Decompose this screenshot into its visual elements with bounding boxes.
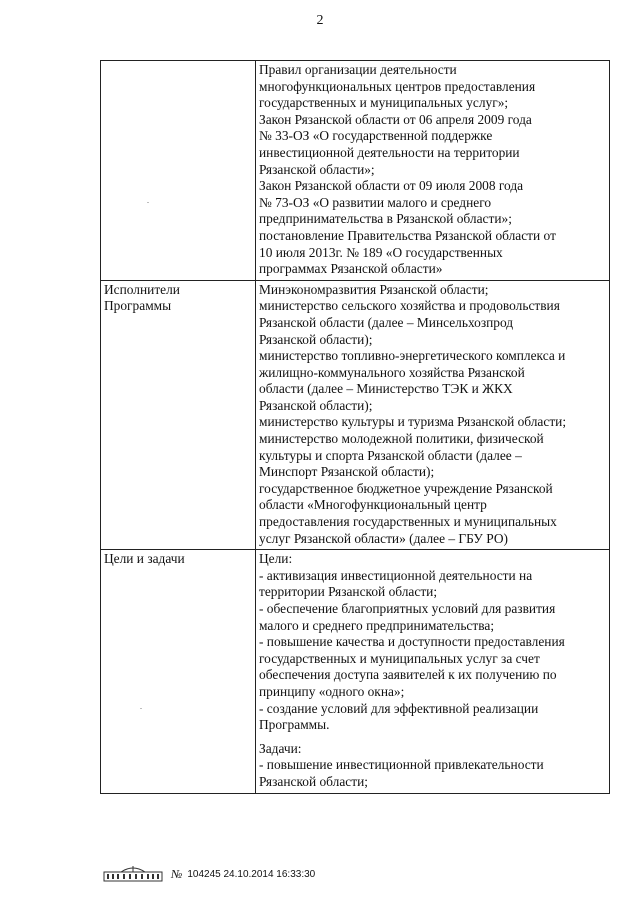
- row-value-line: области (далее – Министерство ТЭК и ЖКХ: [259, 381, 513, 397]
- row-label-line: Цели и задачи: [104, 551, 185, 567]
- row-value-cell: [256, 280, 610, 550]
- table-row: [101, 550, 610, 793]
- scan-speck: .: [140, 702, 142, 711]
- row-value-line: малого и среднего предпринимательства;: [259, 617, 495, 633]
- row-value-line: - повышение качества и доступности предоставления: [259, 634, 565, 650]
- row-label-line: Программы: [104, 298, 172, 314]
- row-value-line: Закон Рязанской области от 09 июля 2008 года: [259, 178, 524, 194]
- row-value-line: жилищно-коммунального хозяйства Рязанской: [259, 364, 525, 380]
- row-value-line: Цели:: [259, 551, 293, 567]
- row-value-line: обеспечения доступа заявителей к их получению по: [259, 667, 557, 683]
- page-number: 2: [316, 13, 324, 28]
- row-value-line: министерство сельского хозяйства и продовольствия: [259, 298, 560, 314]
- row-label-cell: [101, 550, 256, 793]
- row-value-line: многофункциональных центров предоставления: [259, 78, 536, 94]
- row-value-line: услуг Рязанской области» (далее – ГБУ РО): [259, 530, 508, 546]
- document-footer: [103, 864, 315, 884]
- row-value-line: культуры и спорта Рязанской области (далее –: [259, 447, 522, 463]
- row-value-cell: [256, 550, 610, 793]
- row-label-cell: [101, 280, 256, 550]
- row-value-line: - создание условий для эффективной реализации: [259, 700, 539, 716]
- row-value-line: Рязанской области);: [259, 331, 373, 347]
- row-value-line: государственных и муниципальных услуг»;: [259, 95, 509, 111]
- footer-number-sign: №: [171, 866, 183, 881]
- row-value-line: министерство культуры и туризма Рязанской области;: [259, 414, 567, 430]
- row-value-line: программах Рязанской области»: [259, 261, 443, 277]
- footer-registration-info: 104245 24.10.2014 16:33:30: [187, 868, 316, 880]
- row-value-line: № 33-ОЗ «О государственной поддержке: [259, 128, 493, 144]
- row-value-line: постановление Правительства Рязанской области от: [259, 227, 556, 243]
- row-value-line: государственных и муниципальных услуг за счет: [259, 650, 540, 666]
- building-stamp-icon: [103, 865, 163, 883]
- row-value-line: - повышение инвестиционной привлекательности: [259, 757, 544, 773]
- program-passport-table: [100, 60, 610, 794]
- row-value-line: министерство молодежной политики, физической: [259, 431, 544, 447]
- row-value-line: 10 июля 2013г. № 189 «О государственных: [259, 244, 503, 260]
- row-value-line: территории Рязанской области;: [259, 584, 438, 600]
- row-value-line: - обеспечение благоприятных условий для развития: [259, 601, 556, 616]
- paragraph-gap: [259, 734, 606, 741]
- row-value-line: Задачи:: [259, 740, 302, 756]
- row-value-line: предоставления государственных и муниципальных: [259, 514, 557, 530]
- row-value-line: № 73-ОЗ «О развитии малого и среднего: [259, 194, 492, 210]
- row-value-line: министерство топливно-энергетического комплекса и: [259, 348, 566, 364]
- row-value-line: - активизация инвестиционной деятельности на: [259, 567, 533, 583]
- row-value-cell: [256, 61, 610, 281]
- row-value-line: Минэкономразвития Рязанской области;: [259, 281, 489, 297]
- row-value-line: Программы.: [259, 717, 330, 733]
- row-value-line: Рязанской области);: [259, 397, 373, 413]
- table-row: [101, 280, 610, 550]
- row-value-line: Рязанской области»;: [259, 161, 375, 177]
- row-value-line: предпринимательства в Рязанской области»;: [259, 211, 512, 227]
- row-value-line: принципу «одного окна»;: [259, 683, 405, 699]
- row-value-line: Рязанской области (далее – Минсельхозпрод: [259, 314, 514, 330]
- row-value-line: Рязанской области;: [259, 773, 368, 789]
- row-label-cell: [101, 61, 256, 281]
- table-row: [101, 61, 610, 281]
- row-label-line: Исполнители: [104, 281, 180, 297]
- scan-speck: .: [147, 196, 149, 205]
- row-value-line: Минспорт Рязанской области);: [259, 464, 435, 480]
- row-value-line: Закон Рязанской области от 06 апреля 2009 года: [259, 111, 532, 127]
- row-value-line: Правил организации деятельности: [259, 62, 457, 77]
- row-value-line: области «Многофункциональный центр: [259, 497, 487, 513]
- row-value-line: государственное бюджетное учреждение Рязанской: [259, 480, 553, 496]
- row-value-line: инвестиционной деятельности на территории: [259, 144, 520, 160]
